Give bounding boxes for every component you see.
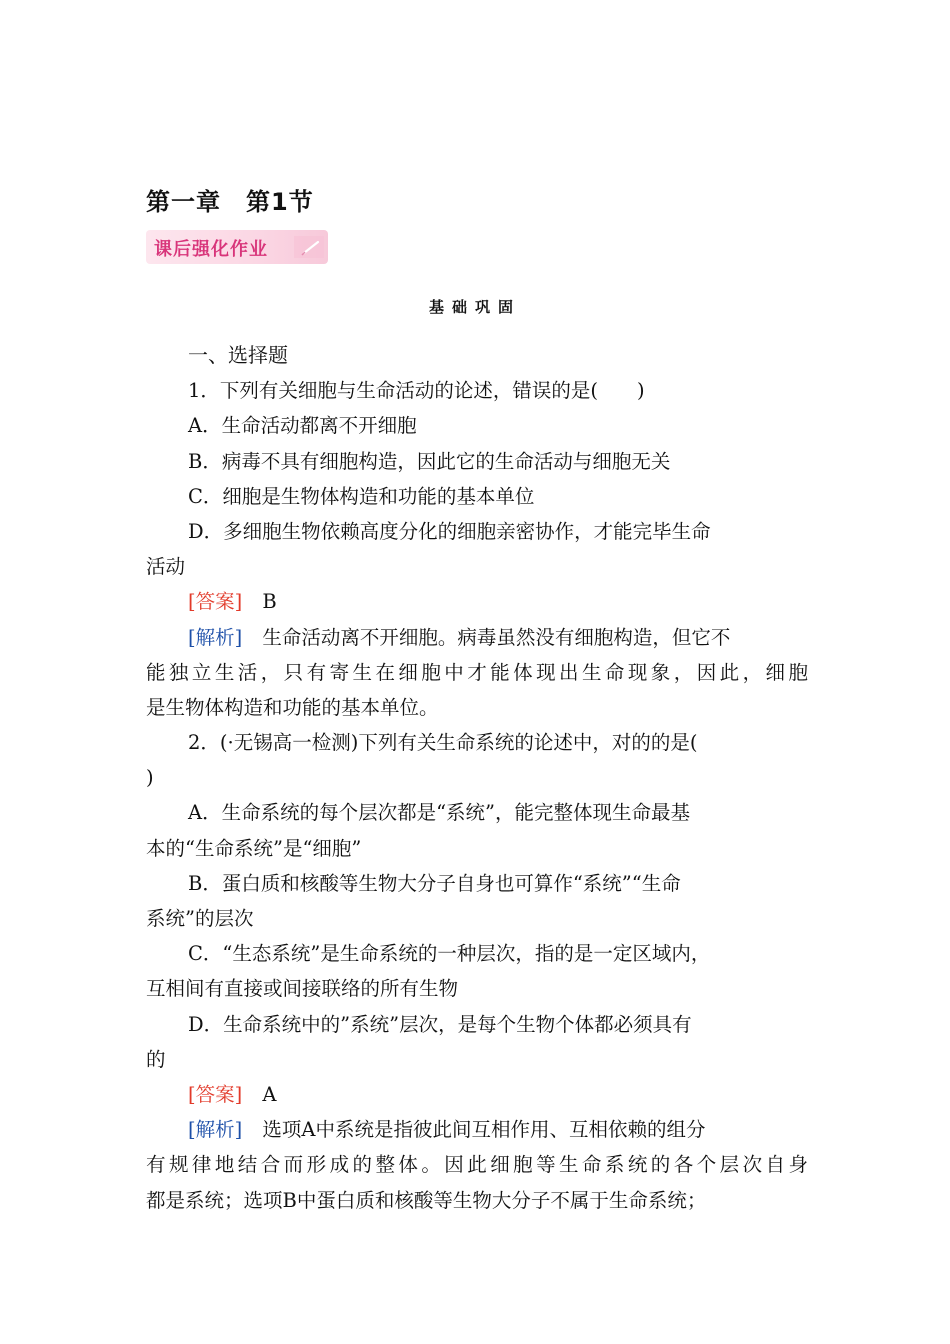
q1-option-d: D．多细胞生物依赖高度分化的细胞亲密协作，才能完毕生命 xyxy=(188,519,711,543)
q1-stem: 1．下列有关细胞与生命活动的论述，错误的是( ) xyxy=(188,379,645,403)
homework-badge xyxy=(146,230,328,264)
answer-value: B xyxy=(262,590,277,614)
analysis-tag: [解析] xyxy=(188,625,243,649)
q1-option-a: A．生命活动都离不开细胞 xyxy=(188,414,417,438)
q2-answer xyxy=(146,1077,808,1112)
q1-option-b: B．病毒不具有细胞构造，因此它的生命活动与细胞无关 xyxy=(188,449,671,473)
q2-option-d: D．生命系统中的”系统”层次，是每个生物个体都必须具有 xyxy=(188,1012,692,1036)
q2-option-d-cont: 的 xyxy=(146,1047,166,1071)
q1-option-d-cont: 活动 xyxy=(146,555,186,579)
q2-option-b: B．蛋白质和核酸等生物大分子自身也可算作“系统”“生命 xyxy=(188,871,681,895)
q2-option-a-cont: 本的“生命系统”是“细胞” xyxy=(146,836,362,860)
question-content xyxy=(146,338,808,1218)
q2-stem-cont: ) xyxy=(146,766,154,790)
q1-answer xyxy=(146,584,808,619)
pen-icon xyxy=(294,236,324,258)
q2-analysis xyxy=(146,1112,808,1147)
q2-option-c: C．“生态系统”是生命系统的一种层次，指的是一定区域内， xyxy=(188,942,711,966)
answer-value: A xyxy=(262,1082,277,1106)
q1-option-c: C．细胞是生物体构造和功能的基本单位 xyxy=(188,484,535,508)
q2-option-b-cont: 系统”的层次 xyxy=(146,907,254,930)
q2-analysis-end: 都是系统；选项B中蛋白质和核酸等生物大分子不属于生命系统； xyxy=(146,1188,707,1212)
q2-analysis-cont: 有规律地结合而形成的整体。因此细胞等生命系统的各个层次自身 xyxy=(146,1153,808,1177)
q1-analysis-cont: 能独立生活，只有寄生在细胞中才能体现出生命现象，因此，细胞 xyxy=(146,660,808,684)
question-type-heading: 一、选择题 xyxy=(188,343,288,367)
analysis-text: 生命活动离不开细胞。病毒虽然没有细胞构造，但它不 xyxy=(262,625,731,649)
analysis-tag: [解析] xyxy=(188,1118,243,1142)
section-title: 基础巩固 xyxy=(428,298,521,316)
q2-option-a: A．生命系统的每个层次都是“系统”，能完整体现生命最基 xyxy=(188,801,691,825)
q1-analysis-end: 是生物体构造和功能的基本单位。 xyxy=(146,695,439,719)
answer-tag: [答案] xyxy=(188,1082,243,1106)
chapter-title: 第一章 第1节 xyxy=(146,188,314,216)
q1-analysis xyxy=(146,620,808,655)
q2-option-c-cont: 互相间有直接或间接联络的所有生物 xyxy=(146,977,459,1001)
badge-label: 课后强化作业 xyxy=(154,239,268,260)
q2-stem: 2．(·无锡高一检测)下列有关生命系统的论述中，对的的是( xyxy=(188,731,698,755)
analysis-text: 选项A中系统是指彼此间互相作用、互相依赖的组分 xyxy=(262,1118,706,1142)
answer-tag: [答案] xyxy=(188,590,243,614)
